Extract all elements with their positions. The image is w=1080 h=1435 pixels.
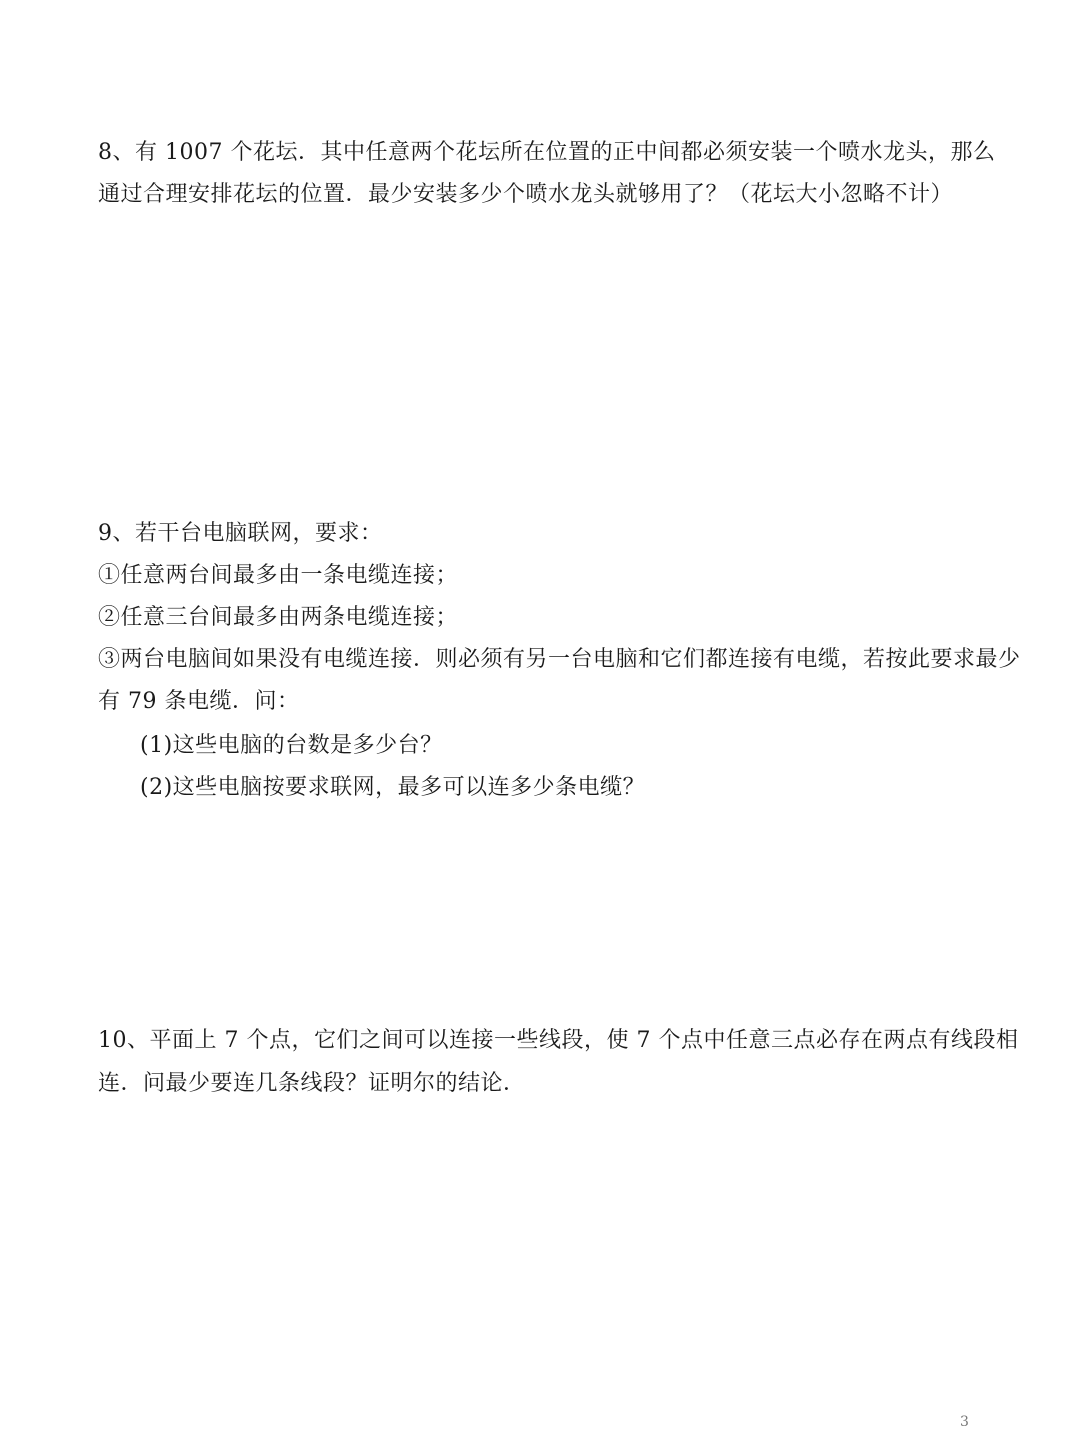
problem-9-rule-3-line-2: 有 79 条电缆．问： xyxy=(98,689,300,714)
problem-9-rule-2: ②任意三台间最多由两条电缆连接； xyxy=(98,605,459,630)
problem-8-line-2: 通过合理安排花坛的位置．最少安装多少个喷水龙头就够用了？（花坛大小忽略不计） xyxy=(98,182,954,207)
page-number: 3 xyxy=(960,1414,969,1430)
problem-9-intro: 9、若干台电脑联网，要求： xyxy=(98,521,383,546)
problem-9-question-1: (1)这些电脑的台数是多少台？ xyxy=(140,733,443,758)
problem-9-question-2: (2)这些电脑按要求联网，最多可以连多少条电缆？ xyxy=(140,775,646,800)
problem-9-rule-1: ①任意两台间最多由一条电缆连接； xyxy=(98,563,459,588)
problem-10-line-1: 10、平面上 7 个点，它们之间可以连接一些线段，使 7 个点中任意三点必存在两点有线段相 xyxy=(98,1028,1019,1053)
problem-10-line-2: 连．问最少要连几条线段？证明尔的结论． xyxy=(98,1071,526,1096)
problem-8-line-1: 8、有 1007 个花坛．其中任意两个花坛所在位置的正中间都必须安装一个喷水龙头，那么 xyxy=(98,140,996,165)
problem-9-rule-3-line-1: ③两台电脑间如果没有电缆连接．则必须有另一台电脑和它们都连接有电缆，若按此要求最少 xyxy=(98,647,1021,672)
